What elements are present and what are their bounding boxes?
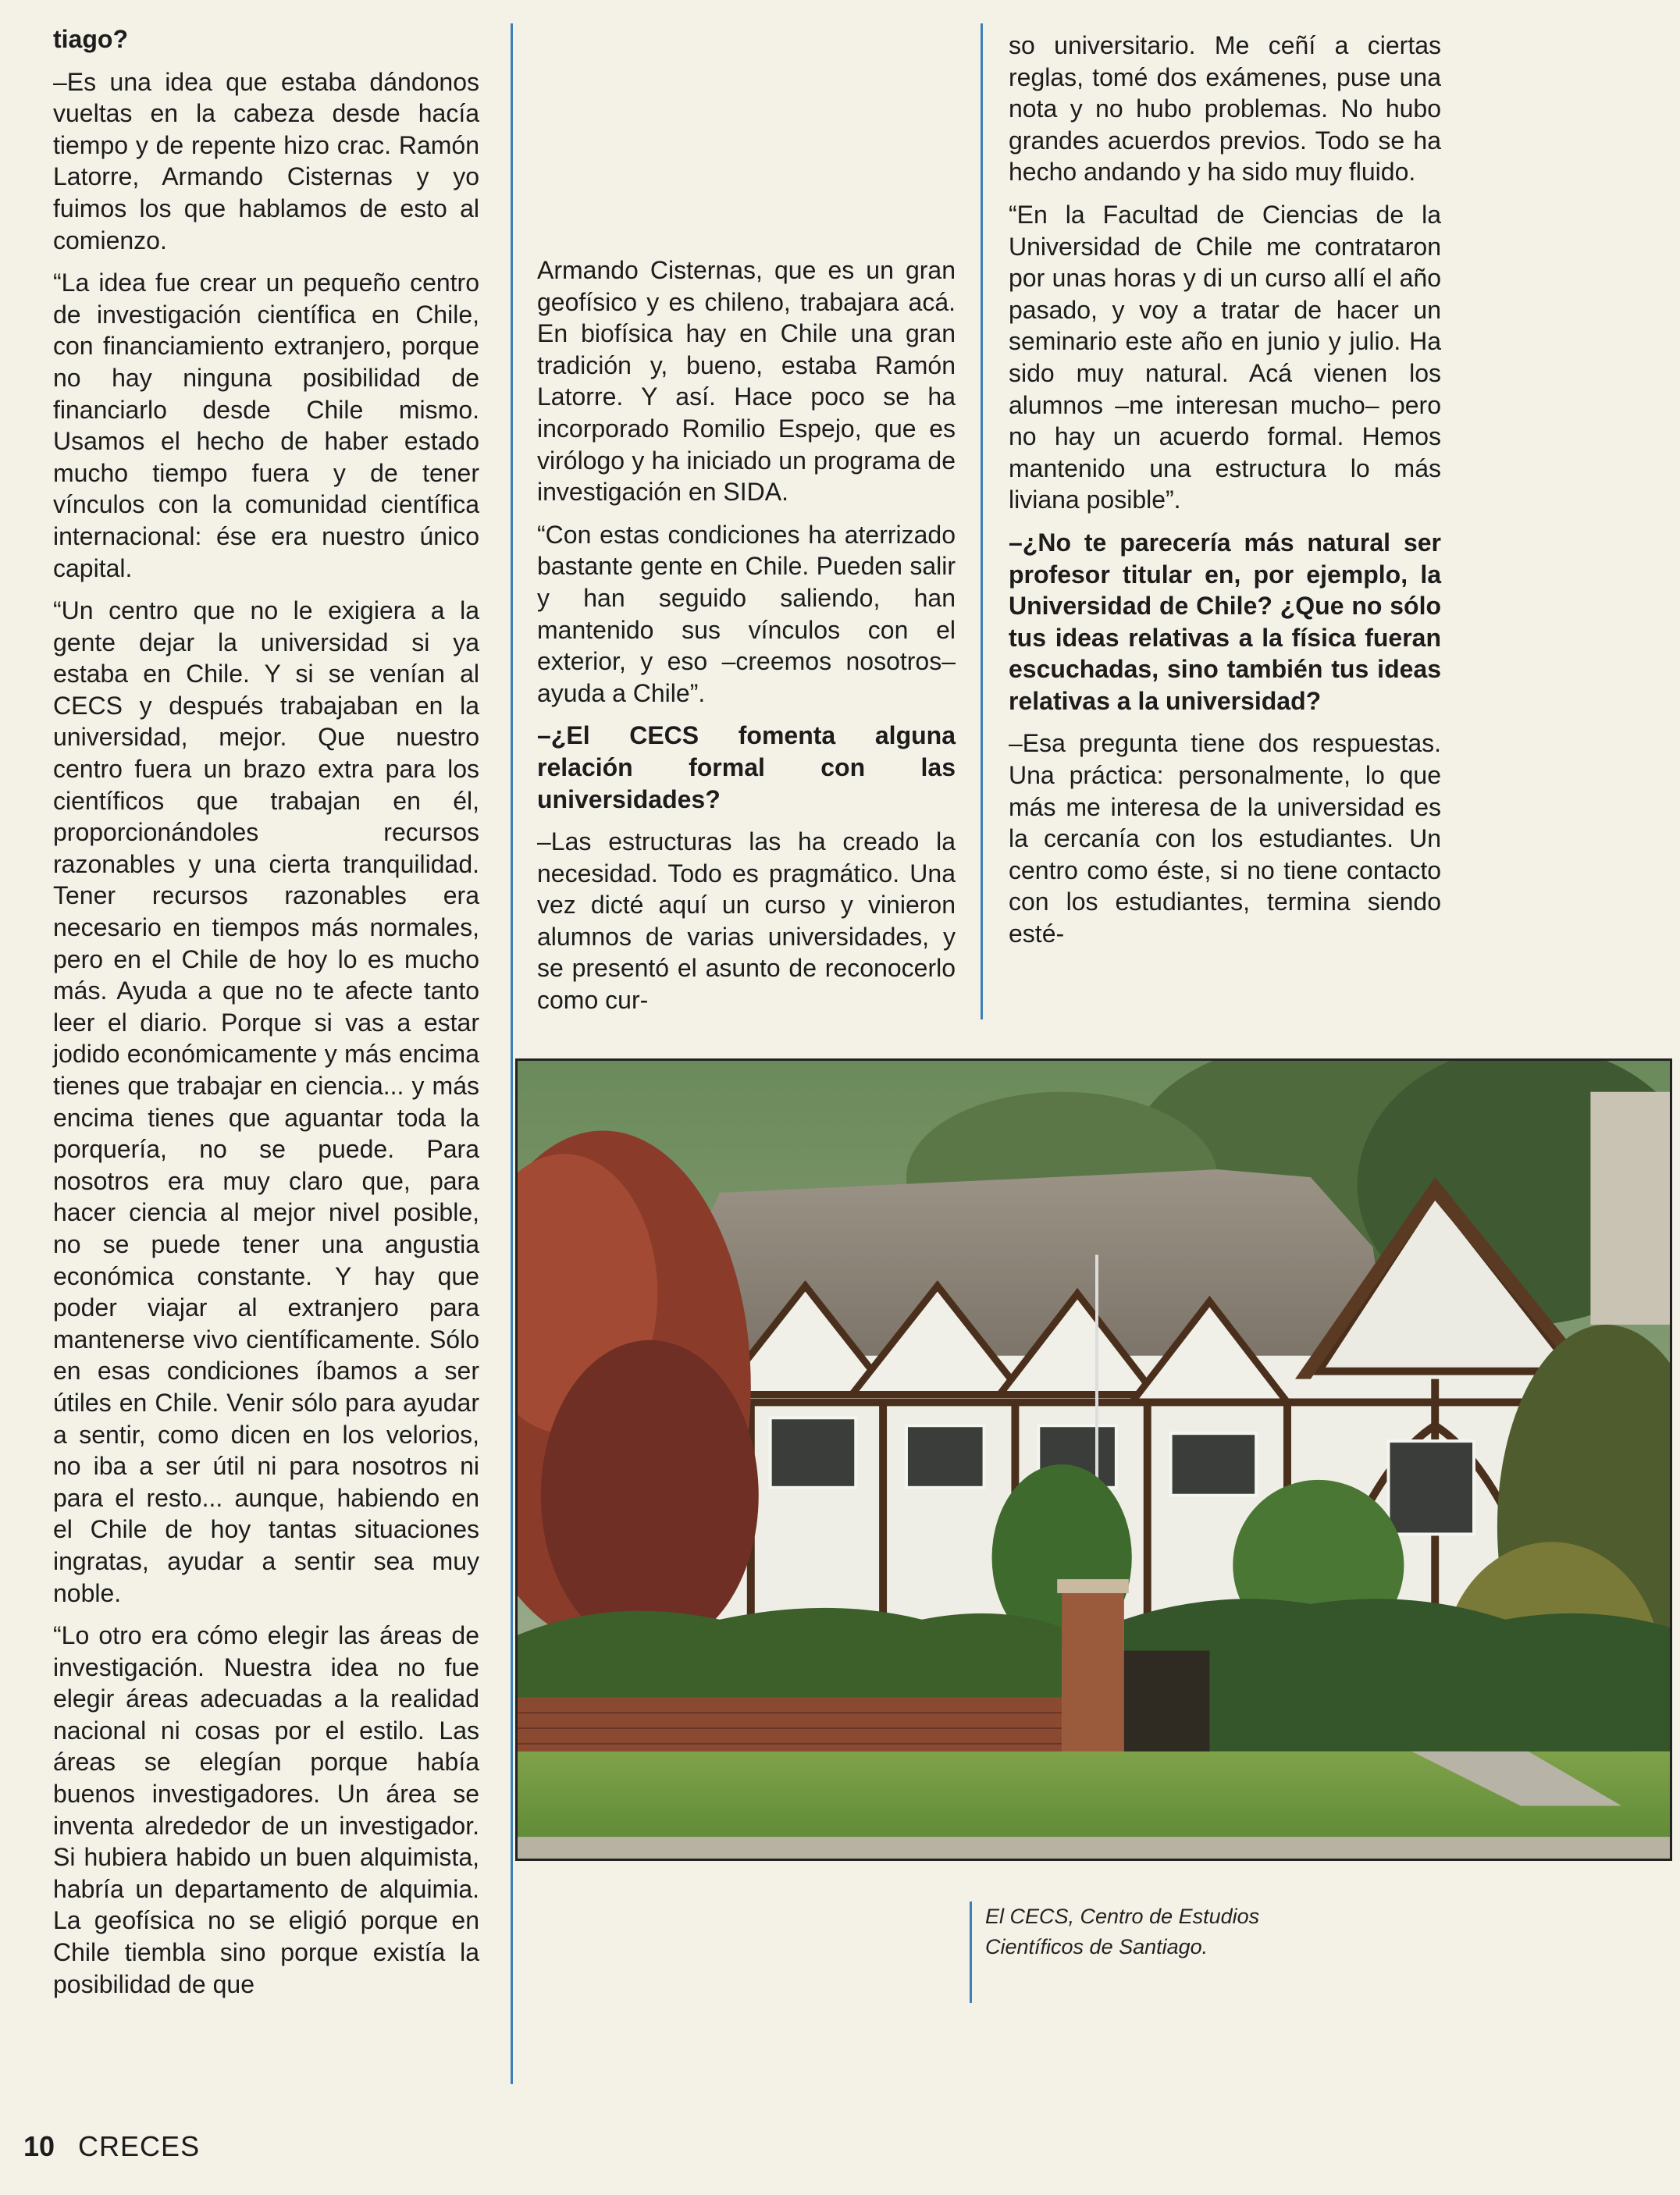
continued-question: tiago? xyxy=(53,25,128,53)
article-column-1 xyxy=(53,23,479,2000)
article-column-2 xyxy=(537,254,956,1016)
article-column-3 xyxy=(1009,30,1441,950)
interview-question: –¿No te parecería más natural ser profesor titular en, por ejemplo, la Universidad de Chile? ¿Que no sólo tus ideas relativas a la física fueran escuchadas, sino también tus ideas relativas a la universidad? xyxy=(1009,528,1441,715)
paragraph: “Lo otro era cómo elegir las áreas de investigación. Nuestra idea no fue elegir áreas adecuadas a la realidad nacional ni cosas por el estilo. Las áreas se elegían porque había buenos investigadores. Un área se inventa alrededor de un investigador. Si hubiera habido un buen alquimista, habría un departamento de alquimia. La geofísica no se eligió porque en Chile tiembla sino porque existía la posibilidad de que xyxy=(53,1621,479,1998)
column-rule-left xyxy=(511,23,513,2084)
paragraph: –Es una idea que estaba dándonos vueltas en la cabeza desde hacía tiempo y de repente hizo crac. Ramón Latorre, Armando Cisternas y yo fuimos los que hablamos de esto al comienzo. xyxy=(53,67,479,254)
paragraph: so universitario. Me ceñí a ciertas reglas, tomé dos exámenes, puse una nota y no hubo problemas. No hubo grandes acuerdos previos. Todo se ha hecho andando y ha sido muy fluido. xyxy=(1009,31,1441,187)
column-rule-right xyxy=(981,23,983,1019)
paragraph: “Con estas condiciones ha aterrizado bastante gente en Chile. Pueden salir y han seguido saliendo, han mantenido sus vínculos con el exterior, y eso –creemos nosotros– ayuda a Chile”. xyxy=(537,520,956,707)
paragraph: “La idea fue crear un pequeño centro de investigación científica en Chile, con financiamiento extranjero, porque no hay ninguna posibilidad de financiarlo desde Chile mismo. Usamos el hecho de haber estado mucho tiempo fuera y de tener vínculos con la comunidad científica internacional: ése era nuestro único capital. xyxy=(53,269,479,582)
photo-caption: El CECS, Centro de Estudios Científicos de Santiago. xyxy=(985,1905,1260,1958)
cecs-building-photo xyxy=(515,1058,1672,1861)
paragraph: “Un centro que no le exigiera a la gente dejar la universidad si ya estaba en Chile. Y si se venían al CECS y después trabajaban en la universidad, mejor. Que nuestro centro fuera un brazo extra para los científicos que trabajan en él, proporcionándoles recursos razonables y una cierta tranquilidad. Tener recursos razonables era necesario en tiempos más normales, pero en el Chile de hoy lo es mucho más. Ayuda a que no te afecte tanto leer el diario. Porque si vas a estar jodido económicamente y más encima tienes que trabajar en ciencia... y más encima tienes que aguantar toda la porquería, no se puede. Para nosotros era muy claro que, para hacer ciencia al mejor nivel posible, no se puede tener una angustia económica constante. Y hay que poder viajar al extranjero para mantenerse vivo científicamente. Sólo en esas condiciones íbamos a ser útiles en Chile. Venir sólo para ayudar a sentir, como dicen en los velorios, no iba a ser útil ni para nosotros ni para el resto... aunque, habiendo en el Chile de hoy tantas situaciones ingratas, ayudar a sentir sea muy noble. xyxy=(53,596,479,1607)
paragraph: –Las estructuras las ha creado la necesidad. Todo es pragmático. Una vez dicté aquí un curso y vinieron alumnos de varias universidades, y se presentó el asunto de reconocerlo como cur- xyxy=(537,827,956,1015)
paragraph: –Esa pregunta tiene dos respuestas. Una práctica: personalmente, lo que más me interesa de la universidad es la cercanía con los estudiantes. Un centro como éste, si no tiene contacto con los estudiantes, termina siendo esté- xyxy=(1009,729,1441,948)
tudor-house-illustration xyxy=(518,1061,1670,1859)
paragraph: “En la Facultad de Ciencias de la Universidad de Chile me contrataron por unas horas y di un curso allí el año pasado, y voy a tratar de hacer un seminario este año en junio y julio. Ha sido muy natural. Acá vienen los alumnos –me interesan mucho– pero no hay un acuerdo formal. Hemos mantenido una estructura lo más liviana posible”. xyxy=(1009,200,1441,514)
caption-rule xyxy=(970,1902,972,2003)
page-footer xyxy=(23,2131,200,2162)
magazine-name: CRECES xyxy=(78,2130,201,2162)
page-number: 10 xyxy=(23,2130,55,2162)
interview-question: –¿El CECS fomenta alguna relación formal con las universidades? xyxy=(537,721,956,813)
paragraph: Armando Cisternas, que es un gran geofísico y es chileno, trabajara acá. En biofísica hay en Chile una gran tradición y, bueno, estaba Ramón Latorre. Y así. Hace poco se ha incorporado Romilio Espejo, que es virólogo y ha iniciado un programa de investigación en SIDA. xyxy=(537,256,956,507)
